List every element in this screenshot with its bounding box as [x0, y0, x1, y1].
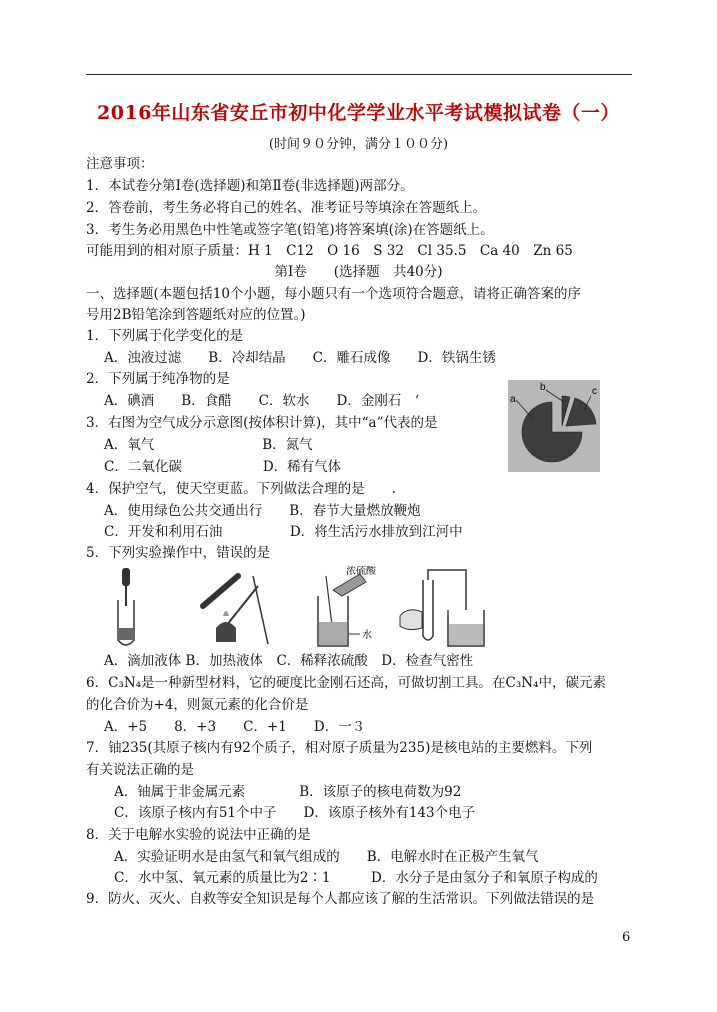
question-1-options: A．浊液过滤 B．冷却结晶 C．雕石成像 D．铁锅生锈: [104, 350, 496, 366]
atomic-masses: 可能用到的相对原子质量：H 1 C12 O 16 S 32 Cl 35.5 Ca 40 Zn 65: [86, 243, 573, 259]
air-composition-figure: [508, 380, 600, 472]
question-3-options-cd: C．二氧化碳 D．稀有气体: [104, 459, 342, 475]
question-2: 2．下列属于纯净物的是: [86, 371, 230, 387]
question-9: 9．防火、灭火、自救等安全知识是每个人都应该了解的生活常识。下列做法错误的是: [86, 891, 595, 907]
question-3-options-ab: A．氧气 B．氮气: [104, 437, 313, 453]
question-2-options: A．碘酒 B．食醋 C．软水 D．金刚石 ‘: [104, 393, 420, 409]
question-4-options-ab: A．使用绿色公共交通出行 B．春节大量燃放鞭炮: [104, 503, 421, 519]
question-7-line-1: 7．铀235(其原子核内有92个质子，相对原子质量为235)是核电站的主要燃料。下列: [86, 740, 593, 756]
question-5-options: A．滴加液体 B．加热液体 C．稀释浓硫酸 D．检查气密性: [104, 653, 474, 669]
heating-illustration: [203, 576, 268, 644]
question-8-options-cd: C．水中氢、氧元素的质量比为2∶1 D．水分子是由氢分子和氧原子构成的: [114, 870, 598, 886]
page-number: 6: [622, 930, 631, 945]
header-rule: [86, 74, 632, 75]
question-5: 5．下列实验操作中，错误的是: [86, 545, 271, 561]
airtightness-illustration: [400, 570, 484, 646]
question-7-line-2: 有关说法正确的是: [86, 762, 194, 778]
part-instructions-1: 一、选择题(本题包括10个小题，每小题只有一个选项符合题意，请将正确答案的序: [86, 286, 581, 302]
page-title: 2016年山东省安丘市初中化学学业水平考试模拟试卷（一）: [97, 102, 620, 124]
section-heading: 第Ⅰ卷 (选择题 共40分): [274, 264, 443, 280]
figure-label-b: b: [540, 382, 546, 393]
question-3: 3．右图为空气成分示意图(按体积计算)，其中“a”代表的是: [86, 415, 438, 431]
question-1: 1．下列属于化学变化的是: [86, 328, 244, 344]
water-label: 水: [362, 630, 372, 641]
question-6-line-1: 6．C₃N₄是一种新型材料，它的硬度比金刚石还高，可做切割工具。在C₃N₄中，碳元素: [86, 675, 607, 691]
question-7-options-cd: C．该原子核内有51个中子 D．该原子核外有143个电子: [114, 805, 476, 821]
question-6-line-2: 的化合价为+4，则氮元素的化合价是: [86, 697, 309, 713]
notice-item-2: 2．答卷前，考生务必将自己的姓名、准考证号等填涂在答题纸上。: [86, 200, 487, 216]
notice-item-3: 3．考生务必用黑色中性笔或签字笔(铅笔)将答案填(涂)在答题纸上。: [86, 222, 494, 238]
dropper-illustration: [118, 568, 134, 645]
notice-heading: 注意事项：: [86, 156, 154, 172]
figure-label-c: c: [592, 386, 597, 397]
question-8-options-ab: A．实验证明水是由氢气和氧气组成的 B．电解水时在正极产生氧气: [114, 849, 539, 865]
figure-label-a: a: [510, 394, 516, 405]
question-8: 8．关于电解水实验的说法中正确的是: [86, 827, 311, 843]
notice-item-1: 1．本试卷分第Ⅰ卷(选择题)和第Ⅱ卷(非选择题)两部分。: [86, 178, 414, 194]
acid-label: 浓硫酸: [346, 566, 376, 577]
part-instructions-2: 号用2B铅笔涂到答题纸对应的位置。): [86, 307, 306, 323]
question-4: 4．保护空气，使天空更蓝。下列做法合理的是 .: [86, 481, 396, 497]
question-4-options-cd: C．开发和利用石油 D．将生活污水排放到江河中: [104, 524, 463, 540]
question-7-options-ab: A．铀属于非金属元素 B．该原子的核电荷数为92: [114, 784, 462, 800]
lab-operations-figure: [108, 566, 498, 650]
question-6-options: A．+5 8．+3 C．+1 D．一３: [104, 719, 366, 735]
exam-duration: (时间９０分钟，满分１００分): [268, 137, 449, 152]
diluting-acid-illustration: [318, 566, 377, 646]
